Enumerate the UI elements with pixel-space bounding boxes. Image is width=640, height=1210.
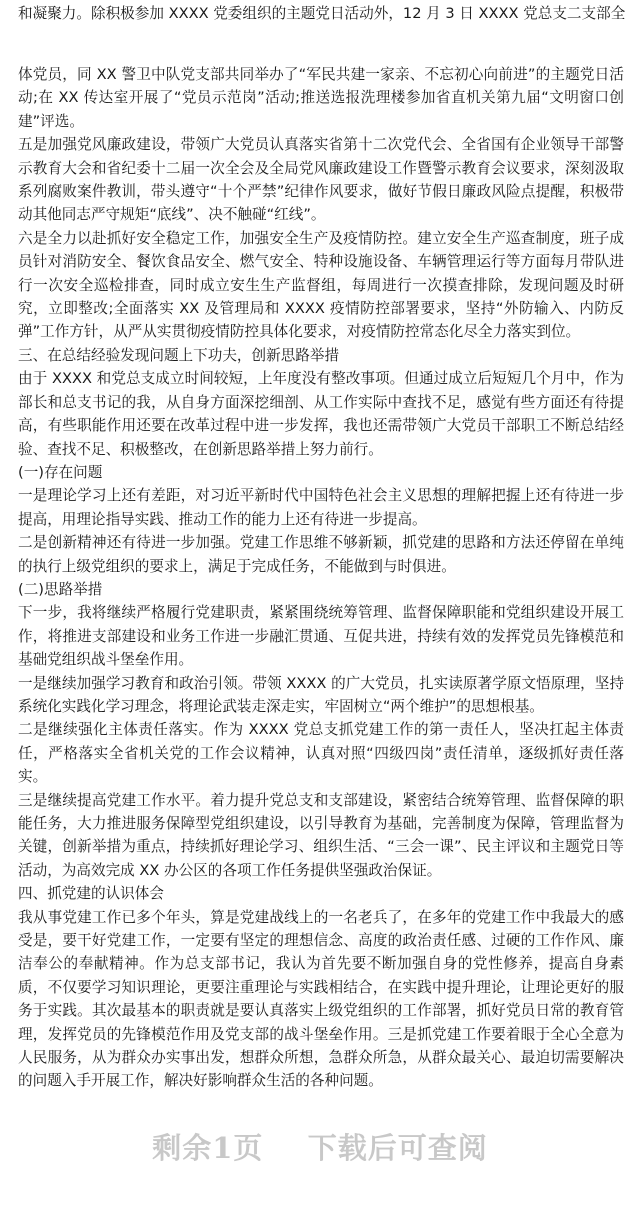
download-remaining-banner[interactable]: 剩余1页 下载后可查阅: [152, 1131, 488, 1165]
paragraph-problem-two: 二是创新精神还有待进一步加强。党建工作思维不够新颖，抓党建的思路和方法还停留在单纯的执行上级党组织的要求上，满足于完成任务，不能做到与时俱进。: [18, 534, 624, 575]
subheading-problems: (一)存在问题: [18, 463, 103, 481]
section-heading-four: 四、抓党建的认识体会: [18, 885, 164, 903]
subheading-measures: (二)思路举措: [18, 580, 103, 598]
paragraph-reflection: 我从事党建工作已多个年头，算是党建战线上的一名老兵了，在多年的党建工作中我最大的感受是，要干好党建工作，一定要有坚定的理想信念、高度的政治责任感、过硬的工作作风、廉洁奉公的奉献精神。作为总支部书记，我认为首先要不断加强自身的党性修养，提高自身素质，不仅要学习知识理论，更要注重理论与实践相结合，在实践中提升理论，让理论更好的服务于实践。其次最基本的职责就是要认真落实上级党组织的工作部署，抓好党员日常的教育管理，发挥党员的先锋模范作用及党支部的战斗堡垒作用。三是抓党建工作要着眼于全心全意为人民服务，从为群众办实事出发，想群众所想，急群众所急，从群众最关心、最迫切需要解决的问题入手开展工作，解决好影响群众生活的各种问题。: [18, 908, 624, 1090]
paragraph-next-step: 下一步，我将继续严格履行党建职责，紧紧围绕统筹管理、监督保障职能和党组织建设开展工作，将推进支部建设和业务工作进一步融汇贯通、互促共进，持续有效的发挥党员先锋模范和基础党组织战斗堡垒作用。: [18, 604, 624, 669]
paragraph-measure-two: 二是继续强化主体责任落实。作为 XXXX 党总支抓党建工作的第一责任人，坚决扛起主体责任，严格落实全省机关党的工作会议精神，认真对照“四级四岗”责任清单，逐级抓好责任落实。: [18, 721, 624, 786]
document-body: [18, 63, 624, 1093]
paragraph-measure-three: 三是继续提高党建工作水平。着力提升党总支和支部建设，紧密结合统筹管理、监督保障的职能任务，大力推进服务保障型党组织建设，以引导教育为基础，完善制度为保障，管理监督为关键，创新举措为重点，持续抓好理论学习、组织生活、“三会一课”、民主评议和主题党日等活动，为高效完成 XX 办公区的各项工作任务提供坚强政治保证。: [18, 791, 624, 879]
paragraph-item-five: 五是加强党风廉政建设，带领广大党员认真落实省第十二次党代会、全省国有企业领导干部警示教育大会和省纪委十二届一次全会及全局党风廉政建设工作暨警示教育会议要求，深刻汲取系列腐败案件教训，带头遵守“十个严禁”纪律作风要求，做好节假日廉政风险点提醒，积极带动其他同志严守规矩“底线”、决不触碰“红线”。: [18, 136, 624, 224]
paragraph-continuation: 体党员，同 XX 警卫中队党支部共同举办了“军民共建一家亲、不忘初心向前进”的主题党日活动;在 XX 传达室开展了“党员示范岗”活动;推送选报洗理楼参加省直机关第九届“文明窗口创建”评选。: [18, 66, 624, 130]
paragraph-measure-one: 一是继续加强学习教育和政治引领。带领 XXXX 的广大党员，扎实读原著学原文悟原理，坚持系统化实践化学习理念，将理论武装走深走实，牢固树立“两个维护”的思想根基。: [18, 674, 624, 715]
paragraph-intro: 由于 XXXX 和党总支成立时间较短，上年度没有整改事项。但通过成立后短短几个月中，作为部长和总支书记的我，从自身方面深挖细剖、从工作实际中查找不足，感觉有些方面还有待提高，有些职能作用还要在改革过程中进一步发挥，我也还需带领广大党员干部职工不断总结经验、查找不足、积极整改，在创新思路举措上努力前行。: [18, 370, 624, 458]
partial-top-line: 和凝聚力。除积极参加 XXXX 党委组织的主题党日活动外，12 月 3 日 XXXX 党总支二支部全: [18, 5, 626, 22]
paragraph-item-six: 六是全力以赴抓好安全稳定工作，加强安全生产及疫情防控。建立安全生产巡查制度，班子成员针对消防安全、餐饮食品安全、燃气安全、特种设施设备、车辆管理运行等方面每月带队进行一次安全巡检排查，同时成立安生生产监督组，每周进行一次摸查排除，发现问题及时研究，立即整改;全面落实 XX 及管理局和 XXXX 疫情防控部署要求，坚持“外防输入、内防反弹”工作方针，从严从实贯彻疫情防控具体化要求，对疫情防控常态化尽全力落实到位。: [18, 229, 624, 341]
paragraph-problem-one: 一是理论学习上还有差距，对习近平新时代中国特色社会主义思想的理解把握上还有待进一步提高，用理论指导实践、推动工作的能力上还有待进一步提高。: [18, 487, 624, 528]
section-heading-three: 三、在总结经验发现问题上下功夫，创新思路举措: [18, 346, 340, 364]
